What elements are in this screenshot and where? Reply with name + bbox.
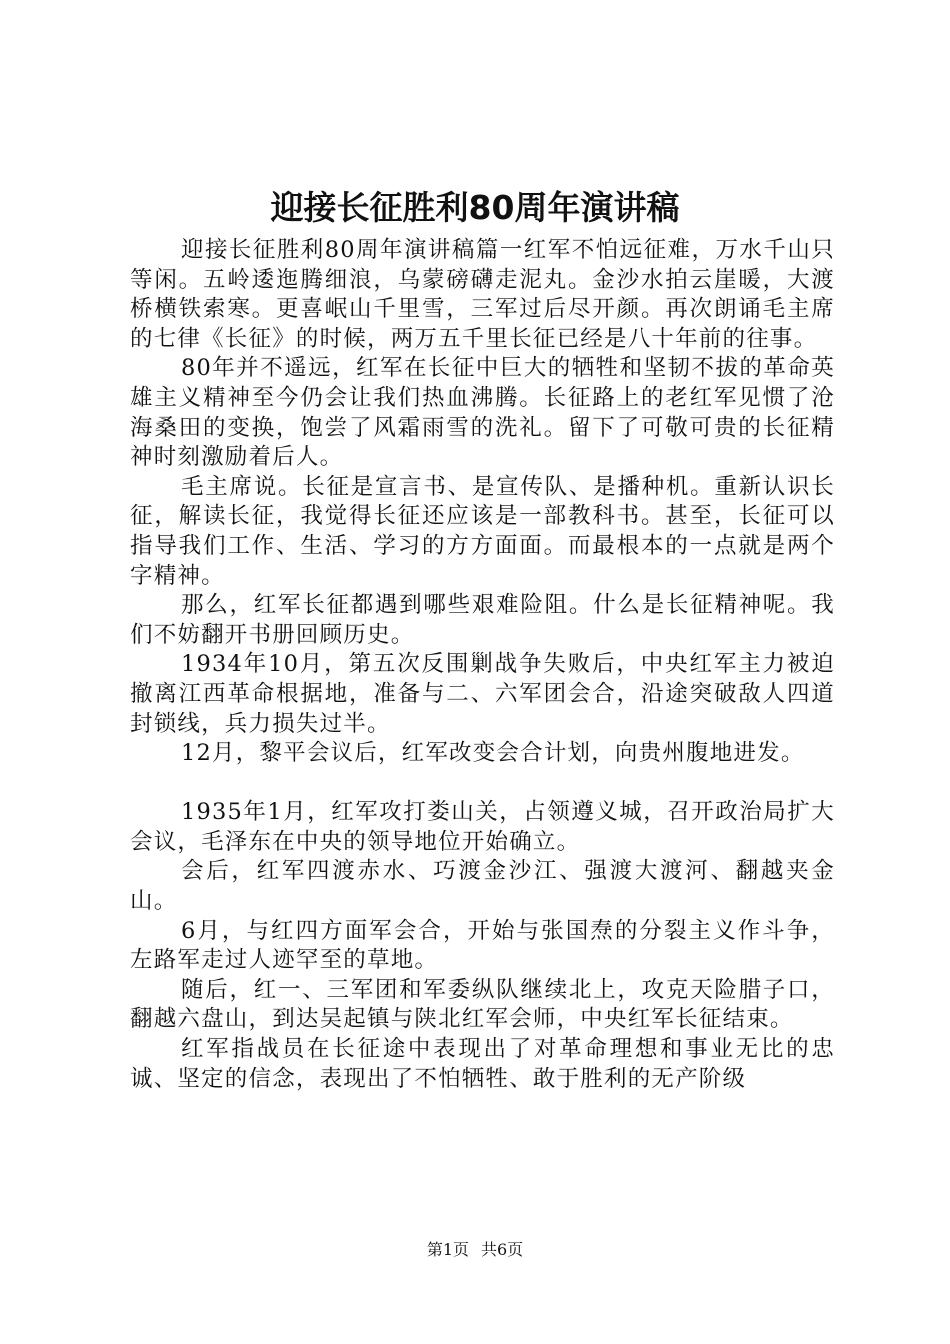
paragraph: 毛主席说。长征是宣言书、是宣传队、是播种机。重新认识长征，解读长征，我觉得长征还应该是一部教科书。甚至，长征可以指导我们工作、生活、学习的方方面面。而最根本的一点就是两个字精神。 (130, 473, 835, 589)
paragraph: 12月，黎平会议后，红军改变会合计划，向贵州腹地进发。 (181, 740, 805, 767)
page-title: 迎接长征胜利80周年演讲稿 (270, 188, 680, 227)
paragraph: 红军指战员在长征途中表现出了对革命理想和事业无比的忠诚、坚定的信念，表现出了不怕牺牲、敢于胜利的无产阶级 (130, 1036, 835, 1092)
paragraph: 1934年10月，第五次反围剿战争失败后，中央红军主力被迫撤离江西革命根据地，准备与二、六军团会合，沿途突破敌人四道封锁线，兵力损失过半。 (130, 651, 835, 737)
paragraph: 6月，与红四方面军会合，开始与张国焘的分裂主义作斗争，左路军走过人迹罕至的草地。 (130, 917, 835, 974)
paragraph: 那么，红军长征都遇到哪些艰难险阻。什么是长征精神呢。我们不妨翻开书册回顾历史。 (130, 592, 835, 648)
page-number: 第1页 (426, 1240, 469, 1259)
paragraph: 迎接长征胜利80周年演讲稿篇一红军不怕远征难，万水千山只等闲。五岭逶迤腾细浪，乌蒙磅礴走泥丸。金沙水拍云崖暖，大渡桥横铁索寒。更喜岷山千里雪，三军过后尽开颜。再次朗诵毛主席的七律《长征》的时候，两万五千里长征已经是八十年前的往事。 (130, 237, 835, 352)
page-count: 共6页 (481, 1240, 524, 1259)
paragraph: 80年并不遥远，红军在长征中巨大的牺牲和坚韧不拔的革命英雄主义精神至今仍会让我们热血沸腾。长征路上的老红军见惯了沧海桑田的变换，饱尝了风霜雨雪的洗礼。留下了可敬可贵的长征精神时刻激励着后人。 (130, 355, 835, 471)
page-footer (0, 1238, 950, 1262)
paragraph: 随后，红一、三军团和军委纵队继续北上，攻克天险腊子口，翻越六盘山，到达吴起镇与陕北红军会师，中央红军长征结束。 (130, 976, 835, 1033)
document-body (130, 236, 835, 1094)
paragraph: 会后，红军四渡赤水、巧渡金沙江、强渡大渡河、翻越夹金山。 (130, 858, 835, 915)
paragraph: 1935年1月，红军攻打娄山关，占领遵义城，召开政治局扩大会议，毛泽东在中央的领导地位开始确立。 (130, 799, 835, 855)
